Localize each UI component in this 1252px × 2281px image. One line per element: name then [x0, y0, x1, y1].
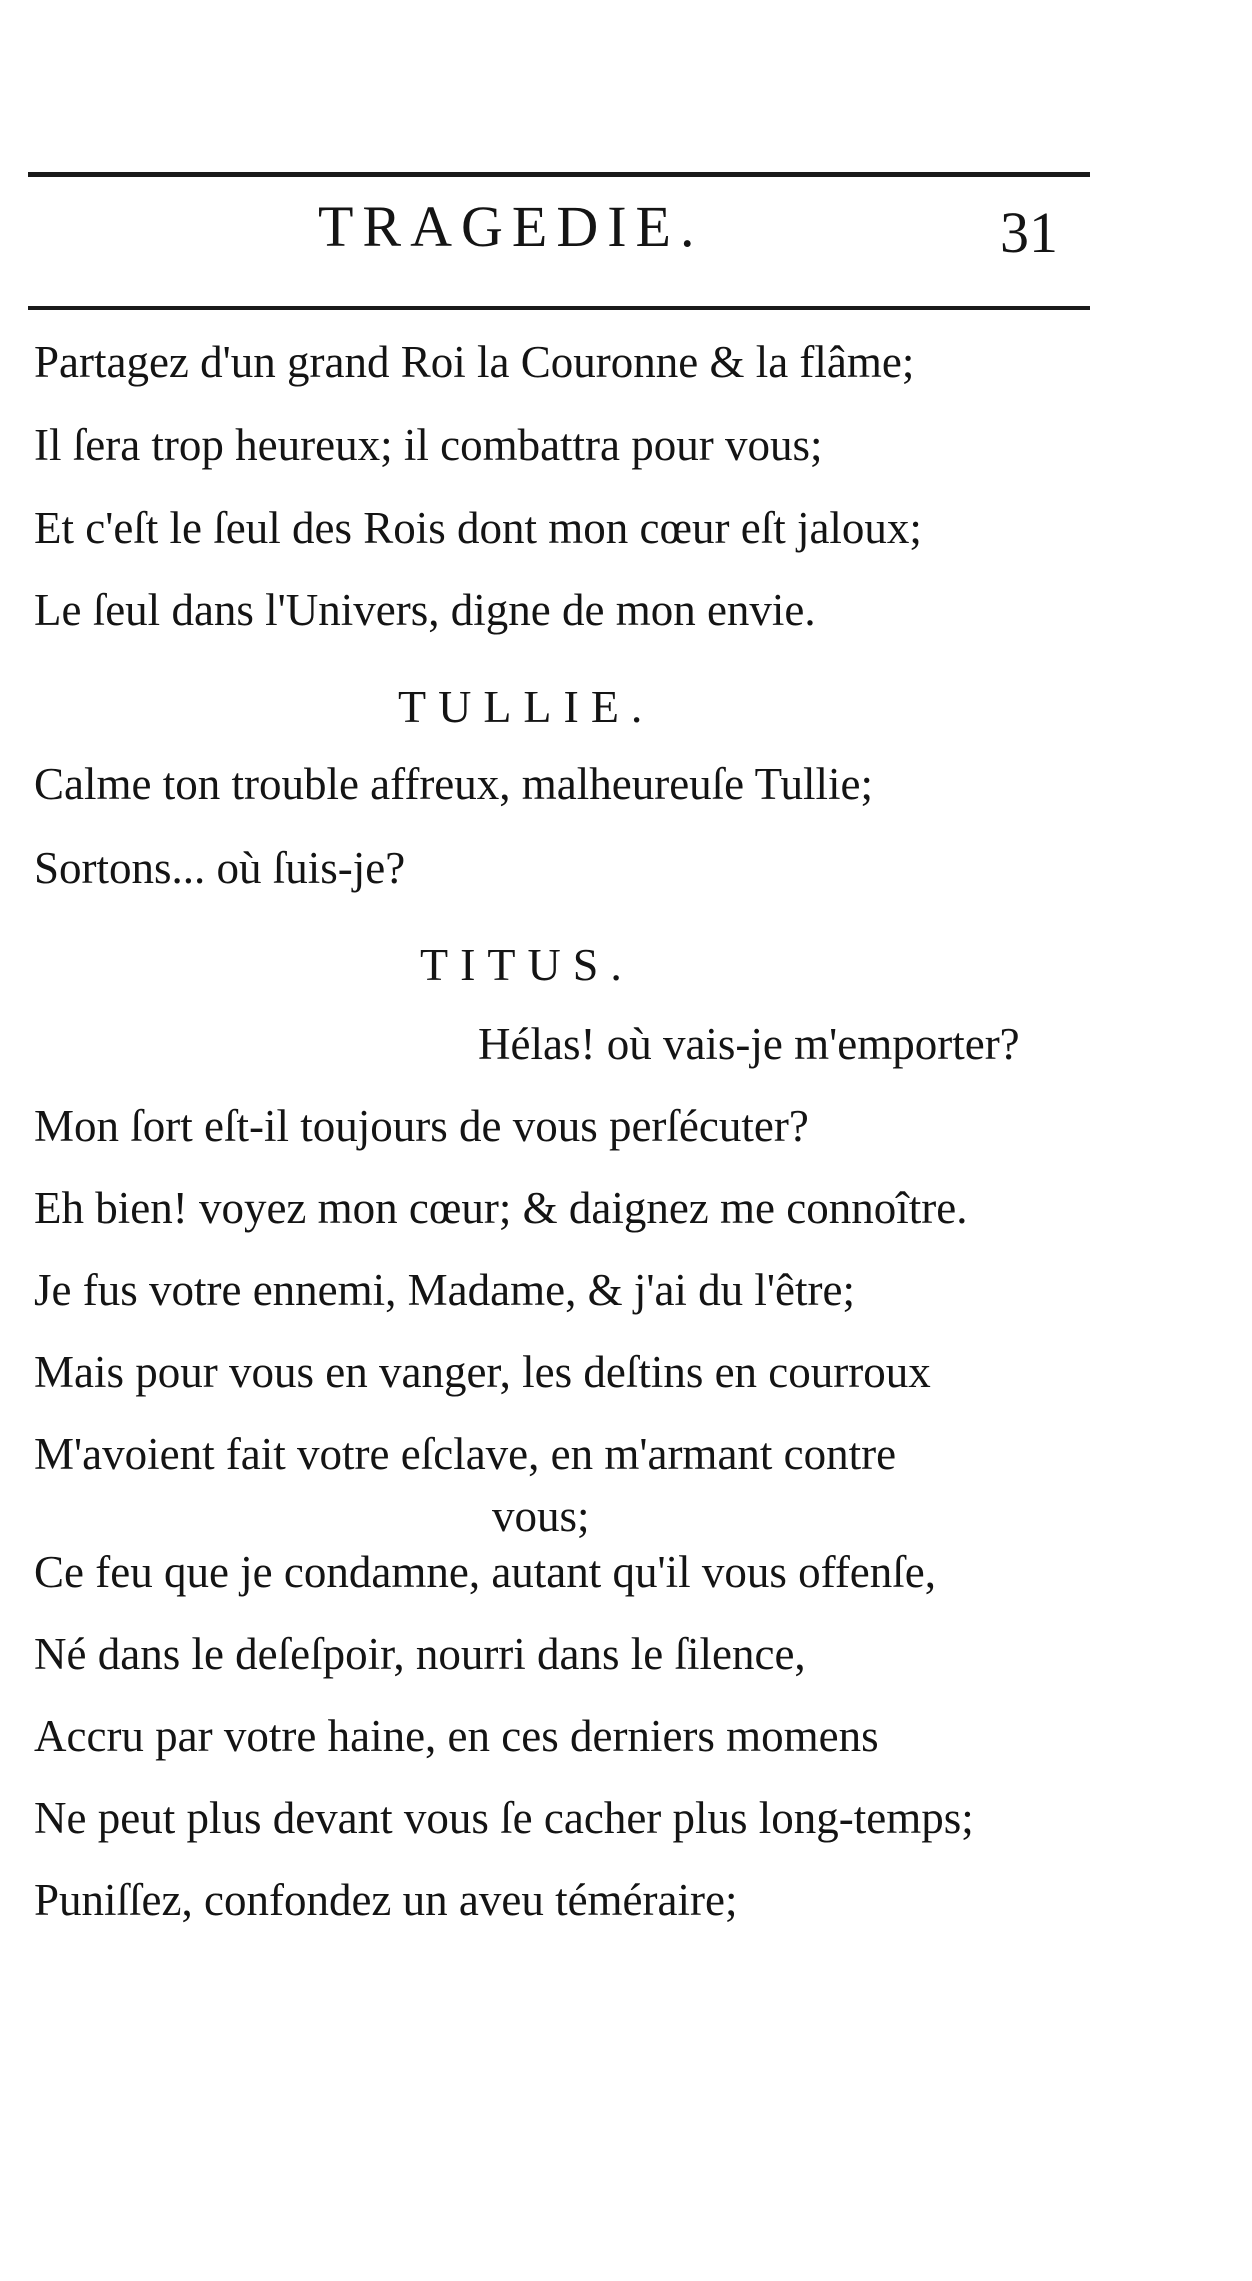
- verse-line: Puniſſez, confondez un aveu téméraire;: [34, 1875, 738, 1925]
- verse-line: Partagez d'un grand Roi la Couronne & la flâme;: [34, 337, 915, 387]
- verse-line: M'avoient fait votre eſclave, en m'armant contre: [34, 1429, 897, 1479]
- verse-line: Eh bien! voyez mon cœur; & daignez me connoître.: [34, 1183, 968, 1233]
- speaker-name: TITUS.: [420, 939, 634, 990]
- verse-line: Ce feu que je condamne, autant qu'il vous offenſe,: [34, 1547, 936, 1597]
- verse-line: Le ſeul dans l'Univers, digne de mon envie.: [34, 585, 816, 635]
- verse-line: Calme ton trouble affreux, malheureuſe Tullie;: [34, 759, 873, 809]
- verse-line: Et c'eſt le ſeul des Rois dont mon cœur eſt jaloux;: [34, 503, 922, 553]
- verse-line: Sortons... où ſuis-je?: [34, 843, 406, 893]
- running-title: TRAGEDIE.: [318, 194, 704, 259]
- verse-line: Mais pour vous en vanger, les deſtins en courroux: [34, 1347, 931, 1397]
- speaker-name: TULLIE.: [398, 681, 655, 732]
- header-top-rule: [28, 172, 1090, 177]
- page-number: 31: [1000, 200, 1058, 265]
- verse-line: Accru par votre haine, en ces derniers momens: [34, 1711, 879, 1761]
- verse-line: Il ſera trop heureux; il combattra pour vous;: [34, 420, 823, 470]
- header-bottom-rule: [28, 306, 1090, 310]
- verse-line: Je fus votre ennemi, Madame, & j'ai du l'être;: [34, 1265, 855, 1315]
- verse-line: Mon ſort eſt-il toujours de vous perſécuter?: [34, 1101, 809, 1151]
- verse-line: Né dans le deſeſpoir, nourri dans le ſilence,: [34, 1629, 806, 1679]
- verse-line-continuation: vous;: [492, 1491, 590, 1541]
- verse-line: Ne peut plus devant vous ſe cacher plus long-temps;: [34, 1793, 974, 1843]
- verse-line: Hélas! où vais-je m'emporter?: [478, 1019, 1020, 1069]
